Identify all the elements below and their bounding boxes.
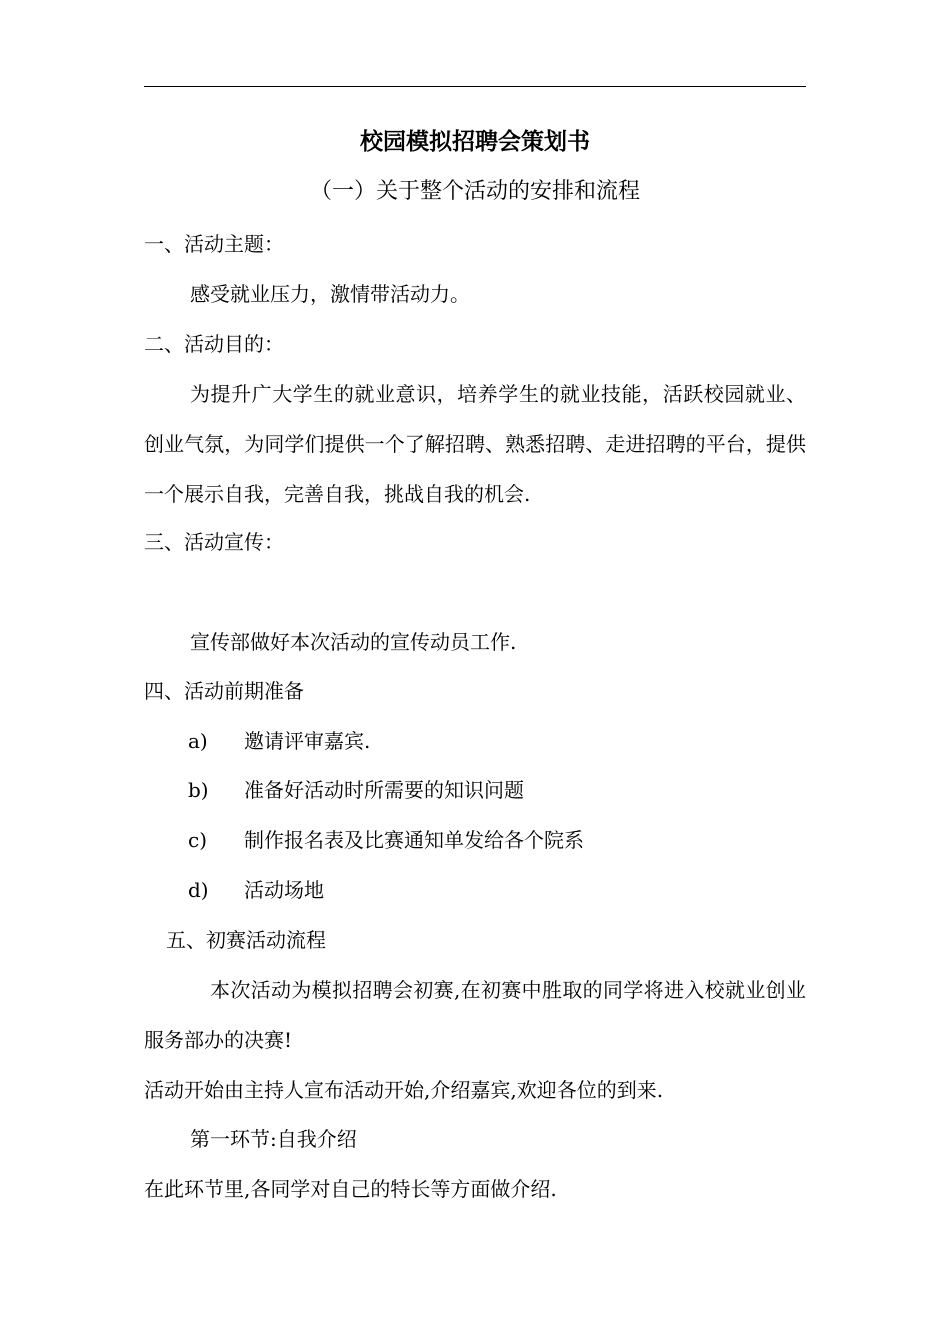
list-marker: b) <box>188 778 209 802</box>
document-subtitle: （一）关于整个活动的安排和流程 <box>309 179 640 204</box>
list-item-text: 邀请评审嘉宾. <box>244 729 371 753</box>
list-marker: c) <box>188 828 208 852</box>
list-item <box>188 875 324 905</box>
list-item-text: 制作报名表及比赛通知单发给各个院系 <box>244 828 584 852</box>
list-marker: a) <box>188 729 208 753</box>
list-item-text: 活动场地 <box>244 878 324 902</box>
section-theme-body: 感受就业压力，激情带活动力。 <box>190 282 470 306</box>
section-publicity-heading: 三、活动宣传： <box>144 530 284 554</box>
section-purpose-body: 为提升广大学生的就业意识，培养学生的就业技能，活跃校园就业、创业气氛，为同学们提供一个了解招聘、熟悉招聘、走进招聘的平台，提供一个展示自我，完善自我，挑战自我的机会. <box>144 382 806 506</box>
section-preparation-heading: 四、活动前期准备 <box>144 679 304 703</box>
section-purpose-heading: 二、活动目的： <box>144 332 284 356</box>
list-item <box>188 775 524 805</box>
document-title: 校园模拟招聘会策划书 <box>360 129 590 155</box>
section-preliminary-opening: 活动开始由主持人宣布活动开始,介绍嘉宾,欢迎各位的到来. <box>144 1078 664 1102</box>
list-item <box>188 825 584 855</box>
stage1-body: 在此环节里,各同学对自己的特长等方面做介绍. <box>144 1177 557 1201</box>
section-publicity-body: 宣传部做好本次活动的宣传动员工作. <box>190 630 517 654</box>
list-marker: d) <box>188 878 209 902</box>
section-preliminary-heading: 五、初赛活动流程 <box>166 928 326 952</box>
header-rule <box>144 86 806 87</box>
list-item <box>188 726 370 756</box>
section-preliminary-intro: 本次活动为模拟招聘会初赛,在初赛中胜取的同学将进入校就业创业服务部办的决赛! <box>144 978 806 1052</box>
section-theme-heading: 一、活动主题： <box>144 232 284 256</box>
list-item-text: 准备好活动时所需要的知识问题 <box>244 778 524 802</box>
stage1-title: 第一环节:自我介绍 <box>190 1127 357 1151</box>
